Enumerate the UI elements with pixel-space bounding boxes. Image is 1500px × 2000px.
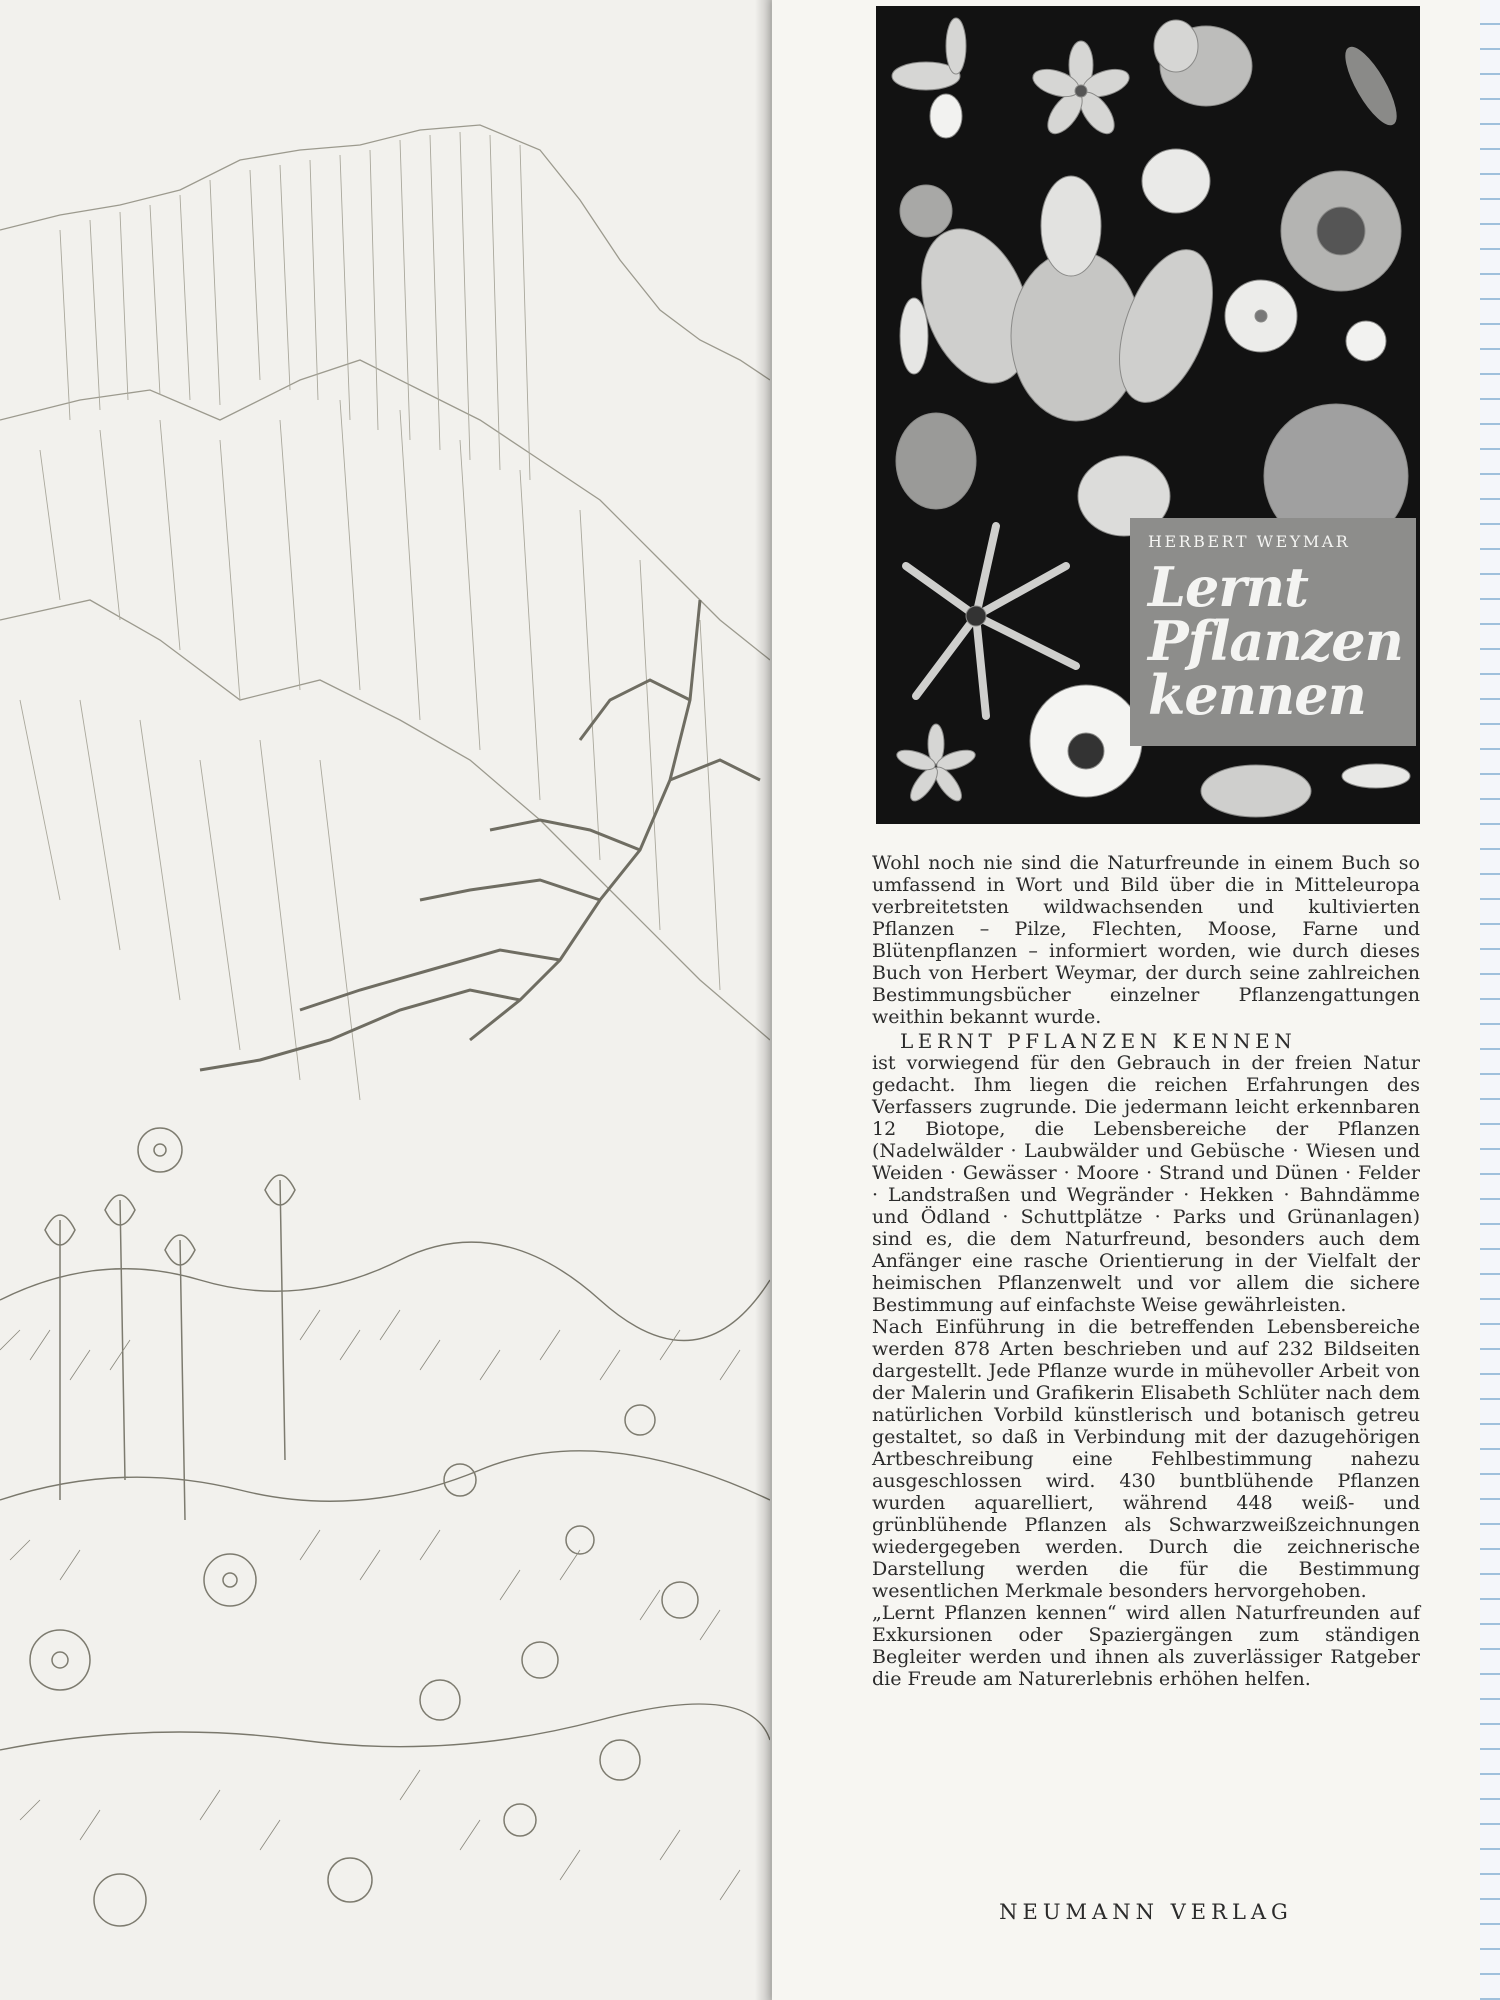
description-text xyxy=(872,852,1420,1690)
cover-title-line: kennen xyxy=(1148,663,1366,727)
body-paragraph: ist vorwiegend für den Gebrauch in der freien Natur gedacht. Ihm liegen die reichen Erfahrungen des Verfassers zugrunde. Die jedermann leicht erkennbaren 12 Biotope, die Lebensbereiche der Pflanzen (Nadelwälder · Laubwälder und Gebüsche · Wiesen und Weiden · Gewässer · Moore · Strand und Dünen · Felder · Landstraßen und Wegränder · Hekken · Bahndämme und Ödland · Schuttplätze · Parks und Grünanlagen) sind es, die dem Naturfreund, besonders auch dem Anfänger eine rasche Orientierung in der Vielfalt der heimischen Pflanzenwelt und vor allem die sichere Bestimmung auf einfachste Weise gewährleisten. xyxy=(872,1052,1420,1316)
cover-title-line: Pflanzen xyxy=(1148,609,1403,673)
cover-title-line: Lernt xyxy=(1148,555,1308,619)
publisher-name: NEUMANN VERLAG xyxy=(999,1900,1293,1924)
body-paragraph: „Lernt Pflanzen kennen“ wird allen Naturfreunden auf Exkursionen oder Spaziergängen zum ständigen Begleiter werden und ihnen als zuverlässiger Ratgeber die Freude am Naturerlebnis erhöhen helfen. xyxy=(872,1602,1420,1690)
book-cover-image xyxy=(876,6,1420,824)
book-title-heading: LERNT PFLANZEN KENNEN xyxy=(900,1029,1297,1053)
lined-paper-edge xyxy=(1480,0,1500,2000)
body-paragraph: Nach Einführung in die betreffenden Lebensbereiche werden 878 Arten beschrieben und auf 232 Bildseiten dargestellt. Jede Pflanze wurde in mühevoller Arbeit von der Malerin und Grafikerin Elisabeth Schlüter nach dem natürlichen Vorbild künstlerisch und botanisch getreu gestaltet, so daß in Verbindung mit der dazugehörigen Artbeschreibung eine Fehlbestimmung nahezu ausgeschlossen wird. 430 buntblühende Pflanzen wurden aquarelliert, während 448 weiß- und grünblühende Pflanzen als Schwarzweißzeichnungen wiedergegeben werden. Durch die zeichnerische Darstellung werden die für die Bestimmung wesentlichen Merkmale besonders hervorgehoben. xyxy=(872,1316,1420,1602)
cover-title-panel xyxy=(1130,518,1416,746)
cover-title xyxy=(1148,555,1408,727)
intro-paragraph: Wohl noch nie sind die Naturfreunde in einem Buch so umfassend in Wort und Bild über die in Mitteleuropa verbreitetsten wildwachsenden und kultivierten Pflanzen – Pilze, Flechten, Moose, Farne und Blütenpflanzen – informiert worden, wie durch dieses Buch von Herbert Weymar, der durch seine zahlreichen Bestimmungsbücher einzelner Pflanzengattungen weithin bekannt wurde. xyxy=(872,852,1420,1028)
cover-author: HERBERT WEYMAR xyxy=(1148,532,1351,551)
